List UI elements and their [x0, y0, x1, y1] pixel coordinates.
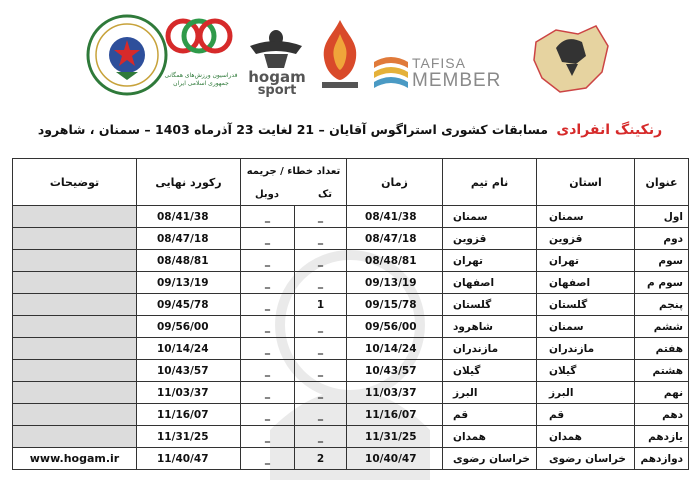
- table-row: [13, 316, 689, 338]
- cell-errors-single: _: [295, 338, 347, 360]
- cell-errors-double: _: [241, 316, 295, 338]
- cell-rank: اول: [635, 206, 689, 228]
- cell-errors-single: 1: [295, 294, 347, 316]
- cell-errors-single: _: [295, 206, 347, 228]
- cell-final: 08/48/81: [137, 250, 241, 272]
- cell-time: 08/48/81: [347, 250, 443, 272]
- hogam-sport-figure-icon: [244, 26, 308, 68]
- hogam-wordmark-line1: hogam: [248, 68, 306, 86]
- cell-notes: [13, 316, 137, 338]
- cell-final: 10/43/57: [137, 360, 241, 382]
- cell-final: 08/47/18: [137, 228, 241, 250]
- tafisa-line2: MEMBER: [412, 70, 502, 91]
- cell-errors-double: _: [241, 426, 295, 448]
- cell-errors-double: _: [241, 382, 295, 404]
- cell-team: مازندران: [443, 338, 537, 360]
- cell-province: سمنان: [537, 206, 635, 228]
- cell-errors-single: 2: [295, 448, 347, 470]
- title-rest: مسابقات کشوری استراگوس آقایان – 21 لغایت 23 آذرماه 1403 – سمنان ، شاهرود: [37, 122, 549, 137]
- cell-notes: [13, 250, 137, 272]
- cell-rank: یازدهم: [635, 426, 689, 448]
- cell-rank: هفتم: [635, 338, 689, 360]
- cell-rank: سوم م: [635, 272, 689, 294]
- hogam-wordmark: [244, 70, 310, 98]
- cell-time: 09/15/78: [347, 294, 443, 316]
- cell-rank: دوازدهم: [635, 448, 689, 470]
- cell-notes: [13, 206, 137, 228]
- cell-errors-double: _: [241, 228, 295, 250]
- cell-time: 11/03/37: [347, 382, 443, 404]
- col-header-team: نام تیم: [443, 159, 537, 206]
- cell-notes: [13, 360, 137, 382]
- col-header-rank: عنوان: [635, 159, 689, 206]
- cell-errors-double: _: [241, 404, 295, 426]
- cell-time: 08/47/18: [347, 228, 443, 250]
- cell-errors-double: _: [241, 338, 295, 360]
- col-header-time: زمان: [347, 159, 443, 206]
- federation-caption: فدراسیون ورزش‌های همگانی جمهوری اسلامی ایران: [164, 72, 238, 87]
- cell-errors-double: _: [241, 206, 295, 228]
- cell-team: گیلان: [443, 360, 537, 382]
- cell-errors-single: _: [295, 316, 347, 338]
- cell-rank: پنجم: [635, 294, 689, 316]
- table-row: [13, 360, 689, 382]
- cell-errors-double: _: [241, 250, 295, 272]
- cell-team: همدان: [443, 426, 537, 448]
- cell-final: 11/16/07: [137, 404, 241, 426]
- cell-errors-double: _: [241, 272, 295, 294]
- cell-province: قم: [537, 404, 635, 426]
- table-row: [13, 294, 689, 316]
- cell-team: اصفهان: [443, 272, 537, 294]
- table-header-row: [13, 159, 689, 184]
- cell-team: خراسان رضوی: [443, 448, 537, 470]
- page-title: [10, 118, 690, 142]
- table-row: [13, 250, 689, 272]
- table-body: [13, 206, 689, 470]
- col-header-errors-single: تک: [318, 188, 333, 200]
- cell-team: شاهرود: [443, 316, 537, 338]
- col-header-final: رکورد نهایی: [137, 159, 241, 206]
- cell-province: گلستان: [537, 294, 635, 316]
- cell-province: سمنان: [537, 316, 635, 338]
- cell-final: 09/56/00: [137, 316, 241, 338]
- col-header-errors: تعداد خطاء / جریمه: [241, 159, 347, 184]
- cell-errors-double: _: [241, 448, 295, 470]
- tafisa-line1: TAFISA: [412, 55, 466, 71]
- table-row: [13, 382, 689, 404]
- cell-notes: [13, 338, 137, 360]
- flame-logo-icon: [312, 18, 368, 98]
- cell-final: 09/13/19: [137, 272, 241, 294]
- cell-final: 08/41/38: [137, 206, 241, 228]
- errors-subheader: [241, 183, 347, 206]
- cell-final: 09/45/78: [137, 294, 241, 316]
- cell-team: البرز: [443, 382, 537, 404]
- cell-final: 10/14/24: [137, 338, 241, 360]
- table-row: [13, 448, 689, 470]
- table-row: [13, 426, 689, 448]
- ranking-table: [12, 158, 689, 470]
- col-header-province: استان: [537, 159, 635, 206]
- cell-notes: [13, 382, 137, 404]
- cell-rank: دوم: [635, 228, 689, 250]
- cell-errors-single: _: [295, 360, 347, 382]
- cell-notes: [13, 404, 137, 426]
- table-row: [13, 206, 689, 228]
- cell-errors-double: _: [241, 294, 295, 316]
- cell-time: 09/56/00: [347, 316, 443, 338]
- cell-province: البرز: [537, 382, 635, 404]
- cell-time: 10/43/57: [347, 360, 443, 382]
- hogam-wordmark-line2: sport: [257, 83, 297, 98]
- cell-rank: دهم: [635, 404, 689, 426]
- cell-province: اصفهان: [537, 272, 635, 294]
- col-header-errors-double: دوبل: [255, 188, 280, 200]
- cell-rank: ششم: [635, 316, 689, 338]
- international-federation-badge-icon: [86, 14, 168, 96]
- cell-time: 08/41/38: [347, 206, 443, 228]
- cell-time: 10/40/47: [347, 448, 443, 470]
- tafisa-wave-icon: [372, 52, 410, 94]
- cell-team: سمنان: [443, 206, 537, 228]
- cell-time: 10/14/24: [347, 338, 443, 360]
- cell-team: قم: [443, 404, 537, 426]
- cell-province: همدان: [537, 426, 635, 448]
- table-row: [13, 228, 689, 250]
- cell-rank: نهم: [635, 382, 689, 404]
- cell-errors-single: _: [295, 404, 347, 426]
- table-row: [13, 404, 689, 426]
- table-row: [13, 272, 689, 294]
- cell-errors-single: _: [295, 250, 347, 272]
- cell-final: 11/31/25: [137, 426, 241, 448]
- cell-province: تهران: [537, 250, 635, 272]
- cell-notes: [13, 228, 137, 250]
- cell-province: خراسان رضوی: [537, 448, 635, 470]
- title-accent: رنکینگ انفرادی: [556, 122, 663, 138]
- cell-notes: [13, 426, 137, 448]
- cell-errors-single: _: [295, 426, 347, 448]
- cell-team: تهران: [443, 250, 537, 272]
- cell-time: 09/13/19: [347, 272, 443, 294]
- cell-notes: www.hogam.ir: [13, 448, 137, 470]
- cell-time: 11/16/07: [347, 404, 443, 426]
- cell-province: مازندران: [537, 338, 635, 360]
- col-header-notes: توضیحات: [13, 159, 137, 206]
- cell-rank: سوم: [635, 250, 689, 272]
- cell-team: قزوین: [443, 228, 537, 250]
- logo-strip: [0, 0, 700, 112]
- table-row: [13, 338, 689, 360]
- cell-province: قزوین: [537, 228, 635, 250]
- rings-logo-icon: [163, 10, 235, 66]
- cell-time: 11/31/25: [347, 426, 443, 448]
- cell-errors-single: _: [295, 382, 347, 404]
- cell-notes: [13, 272, 137, 294]
- cell-final: 11/40/47: [137, 448, 241, 470]
- cell-rank: هشتم: [635, 360, 689, 382]
- cell-errors-double: _: [241, 360, 295, 382]
- cell-errors-single: _: [295, 272, 347, 294]
- cell-team: گلستان: [443, 294, 537, 316]
- cell-errors-single: _: [295, 228, 347, 250]
- cell-final: 11/03/37: [137, 382, 241, 404]
- province-map-lion-icon: [526, 12, 614, 100]
- tafisa-member-text: [412, 54, 512, 90]
- cell-notes: [13, 294, 137, 316]
- cell-province: گیلان: [537, 360, 635, 382]
